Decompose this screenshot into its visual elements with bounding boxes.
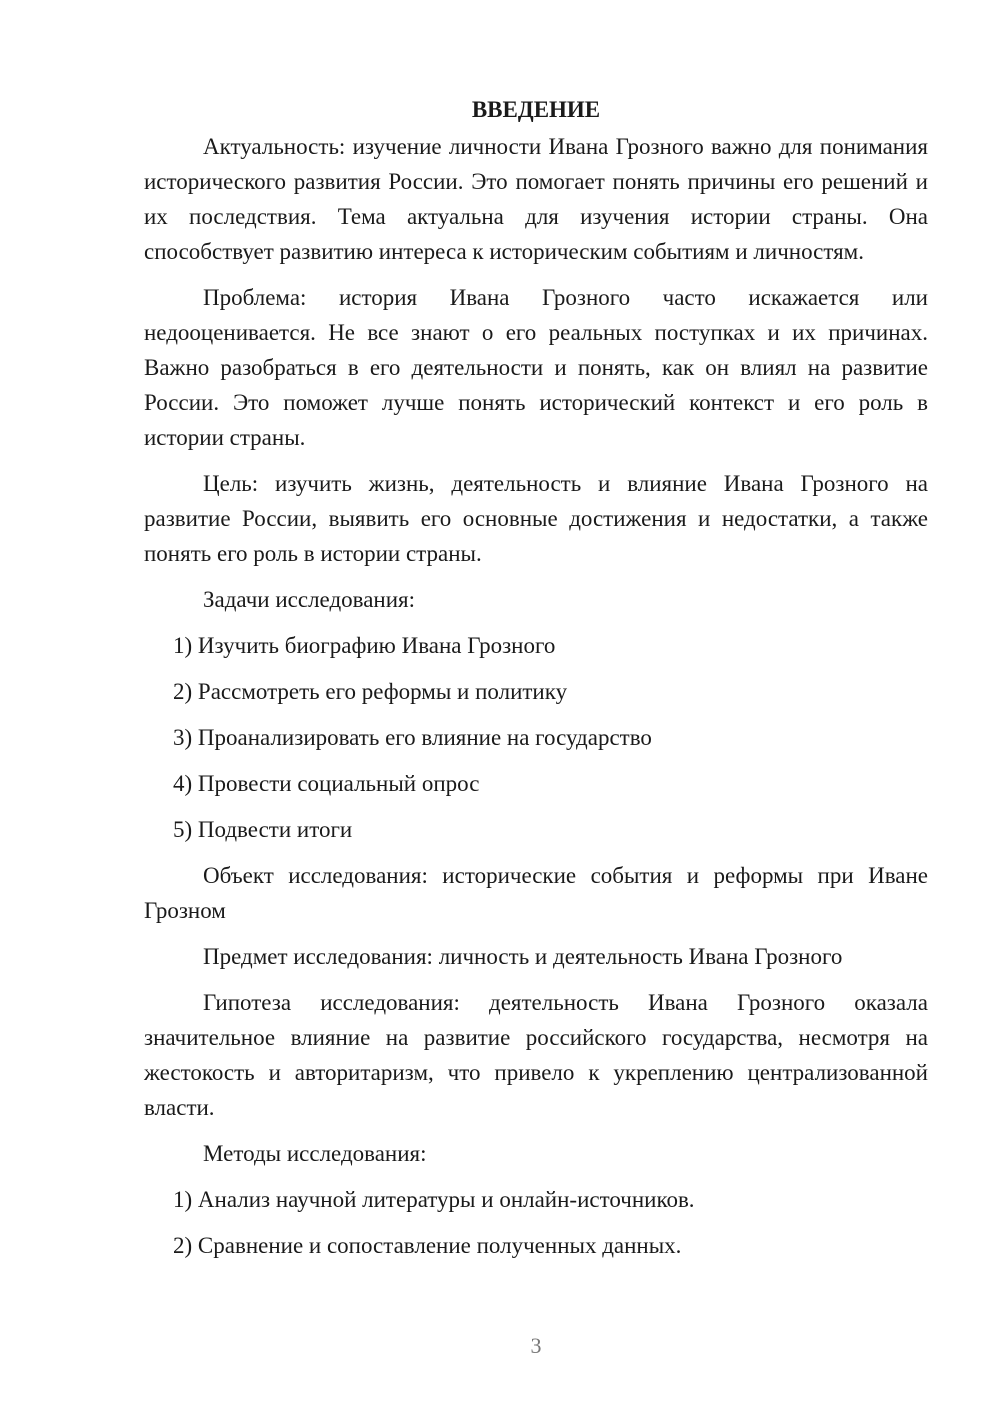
- object-paragraph: Объект исследования: исторические события и реформы при Иване Грозном: [144, 863, 928, 923]
- tasks-title: Задачи исследования:: [203, 587, 416, 612]
- task-item: 5) Подвести итоги: [173, 817, 353, 842]
- task-item: 3) Проанализировать его влияние на государство: [173, 725, 652, 750]
- task-item: 4) Провести социальный опрос: [173, 771, 480, 796]
- page-number: 3: [530, 1333, 542, 1358]
- methods-title: Методы исследования:: [203, 1141, 427, 1166]
- tasks-list: [144, 628, 928, 847]
- relevance-paragraph: Актуальность: изучение личности Ивана Грозного важно для понимания исторического развития России. Это помогает понять причины его решений и их последствия. Тема актуальна для изучения истории страны. Она способствует развитию интереса к историческим событиям и личностям.: [144, 134, 928, 264]
- section-heading: ВВЕДЕНИЕ: [471, 97, 601, 122]
- goal-paragraph: Цель: изучить жизнь, деятельность и влияние Ивана Грозного на развитие России, выявить его основные достижения и недостатки, а также понять его роль в истории страны.: [144, 471, 928, 566]
- hypothesis-paragraph: Гипотеза исследования: деятельность Ивана Грозного оказала значительное влияние на развитие российского государства, несмотря на жестокость и авторитаризм, что привело к укреплению централизованной власти.: [144, 990, 928, 1120]
- method-item: 1) Анализ научной литературы и онлайн-источников.: [173, 1187, 695, 1212]
- task-item: 1) Изучить биографию Ивана Грозного: [173, 633, 556, 658]
- method-item: 2) Сравнение и сопоставление полученных данных.: [173, 1233, 682, 1258]
- problem-paragraph: Проблема: история Ивана Грозного часто искажается или недооценивается. Не все знают о его реальных поступках и их причинах. Важно разобраться в его деятельности и понять, как он влиял на развитие России. Это поможет лучше понять исторический контекст и его роль в истории страны.: [144, 285, 928, 450]
- methods-list: [144, 1182, 928, 1263]
- document-page: [144, 92, 928, 1274]
- subject-paragraph: Предмет исследования: личность и деятельность Ивана Грозного: [203, 944, 843, 969]
- task-item: 2) Рассмотреть его реформы и политику: [173, 679, 568, 704]
